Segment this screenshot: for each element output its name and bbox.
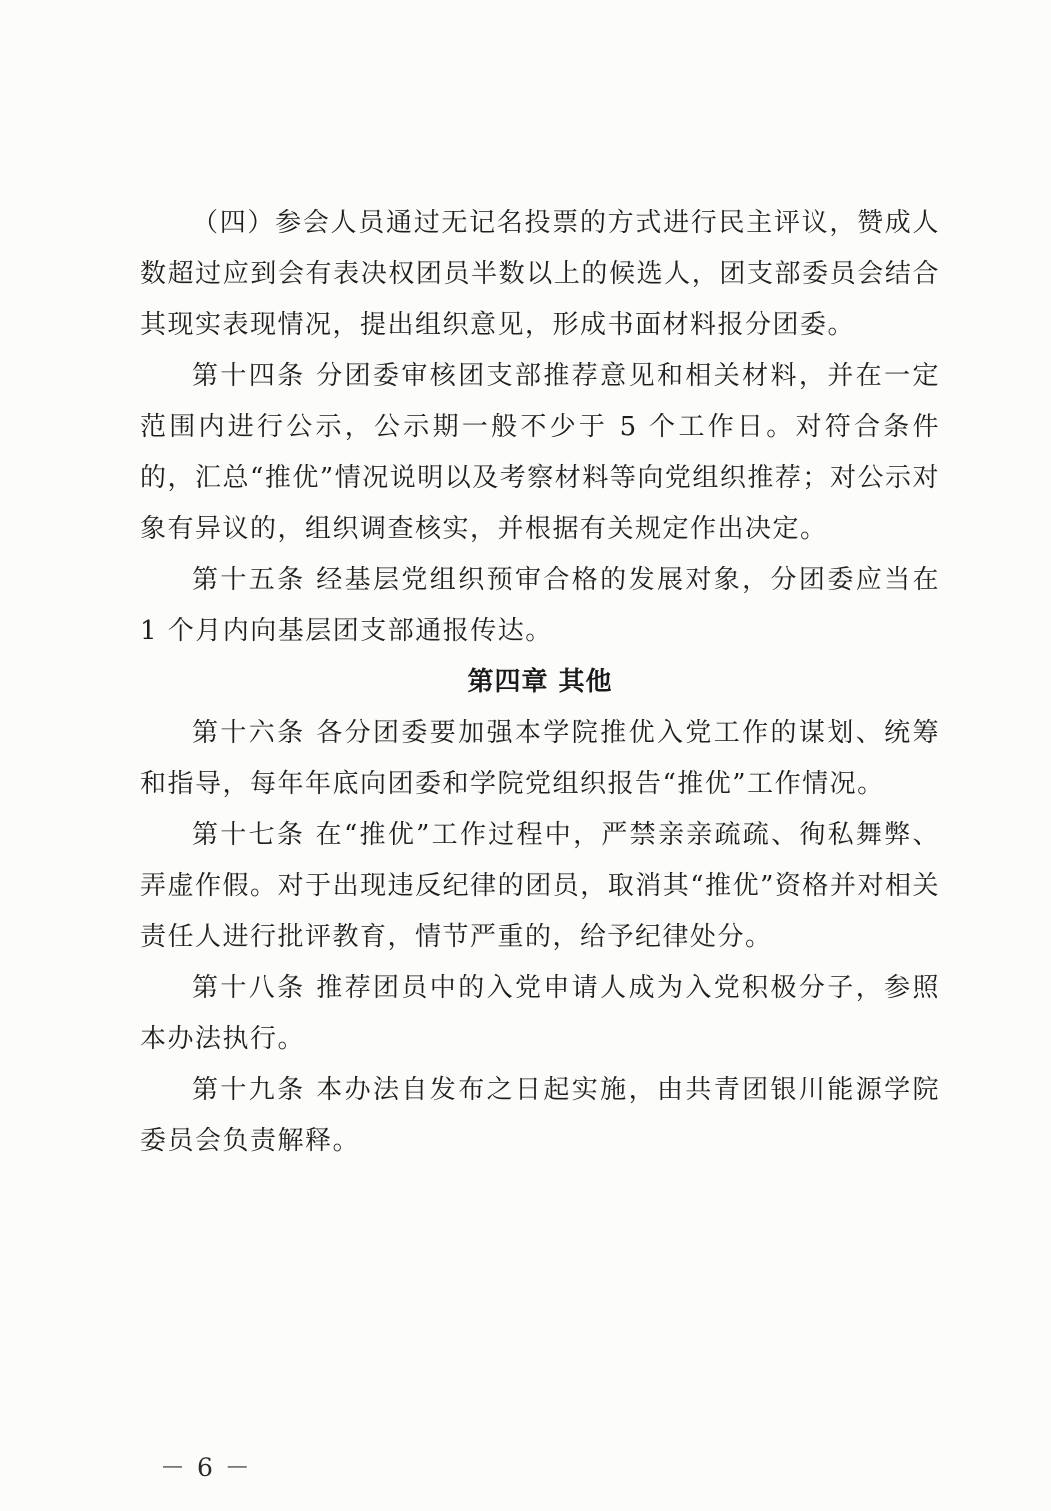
- paragraph-article-18: 第十八条 推荐团员中的入党申请人成为入党积极分子，参照本办法执行。: [140, 973, 940, 1054]
- paragraph-article-17: 第十七条 在“推优”工作过程中，严禁亲亲疏疏、徇私舞弊、弄虚作假。对于出现违反纪律的团员，取消其“推优”资格并对相关责任人进行批评教育，情节严重的，给予纪律处分。: [140, 820, 940, 952]
- paragraph-article-15: 第十五条 经基层党组织预审合格的发展对象，分团委应当在 1 个月内向基层团支部通报传达。: [140, 565, 940, 646]
- chapter-heading: 第四章 其他: [467, 667, 613, 697]
- paragraph-item-4-voting: （四）参会人员通过无记名投票的方式进行民主评议，赞成人数超过应到会有表决权团员半数以上的候选人，团支部委员会结合其现实表现情况，提出组织意见，形成书面材料报分团委。: [140, 208, 940, 340]
- paragraph-article-19: 第十九条 本办法自发布之日起实施，由共青团银川能源学院委员会负责解释。: [140, 1075, 940, 1156]
- document-body: [140, 198, 940, 1167]
- paragraph-article-14: 第十四条 分团委审核团支部推荐意见和相关材料，并在一定范围内进行公示，公示期一般不少于 5 个工作日。对符合条件的，汇总“推优”情况说明以及考察材料等向党组织推荐；对公示对象有异议的，组织调查核实，并根据有关规定作出决定。: [140, 361, 940, 544]
- paragraph-article-16: 第十六条 各分团委要加强本学院推优入党工作的谋划、统筹和指导，每年年底向团委和学院党组织报告“推优”工作情况。: [140, 718, 940, 799]
- page-number: － 6 －: [160, 1453, 252, 1482]
